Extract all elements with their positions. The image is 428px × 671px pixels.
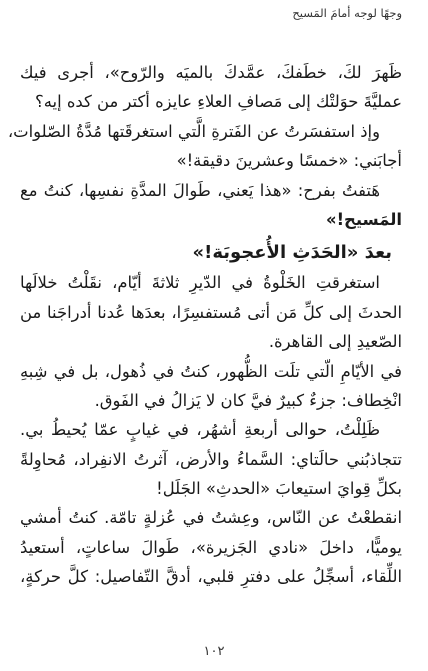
text-line: تتجاذبُني حالَتاي: السَّماءُ والأرض، آثرتُ الانفِراد، مُحاوِلةً <box>20 449 402 469</box>
text-line: في الأيّامِ الّتي تلَت الظُّهور، كنتُ في ذُهول، بل في شِبهِ <box>20 361 402 381</box>
section-heading: بعدَ «الحَدَثِ الأُعجوبَة!» <box>192 242 392 264</box>
paragraph <box>20 176 402 235</box>
text-line: ظَلِلْتُ، حوالى أربعةِ أشهُر، في غيابٍ عمّا يُحيطُ بي. <box>20 420 380 440</box>
paragraph <box>20 415 402 503</box>
text-line: الصّعيدِ إلى القاهرة. <box>268 332 402 352</box>
page-body <box>7 58 402 592</box>
text-line: استغرقتِ الخَلْوةُ في الدّيرِ ثلاثةَ أيّام، نقَلْتُ خلالَها <box>20 273 380 293</box>
paragraph <box>20 268 402 356</box>
paragraph <box>20 357 402 416</box>
text-line: عمليَّةَ حوَلتْك إلى مَصافِ العلاءِ عايزه أكتر من كده إيه؟ <box>35 92 402 112</box>
text-line: اللِّقاء، أسجِّلُ على دفترِ قلبي، أدقَّ التّفاصيل: كلَّ حركةٍ، <box>20 567 402 587</box>
paragraph <box>20 503 402 591</box>
text-line: الحدثَ إلى كلِّ مَن أتى مُستفسِرًا، بعدَها عُدنا أدراجَنا من <box>20 302 402 322</box>
page-number: ١٠٢ <box>203 644 225 659</box>
text-line: بكلِّ قِوايَ استيعابَ «الحدثِ» الجَلَل! <box>156 479 402 499</box>
paragraph <box>20 58 402 117</box>
text-line: يوميًّا، داخلَ «نادي الجَزيرة»، طَوالَ ساعاتٍ، أستعيدُ <box>20 537 402 557</box>
text-line: أجابَني: «خمسًا وعشرينَ دقيقة!» <box>176 151 402 171</box>
running-header: وجهًا لوجه أمامَ المَسيح <box>292 6 402 20</box>
text-line: وإذ استفسَرتُ عن الفَترةِ الَّتي استغرقَتها مُدَّةُ الصّلوات، <box>7 121 380 141</box>
paragraph <box>7 117 402 176</box>
text-line: انقطعْتُ عن النّاس، وعِشتُ في عُزلةٍ تامّة. كنتُ أمشي <box>20 508 402 528</box>
text-line: المَسيح!» <box>325 209 402 229</box>
text-line: انْخِطاف: جزءٌ كبيرٌ فيَّ كان لا يَزالُ في الفَوق. <box>94 390 402 410</box>
text-line: هَتفتُ بفرح: «هذا يَعني، طَوالَ المدَّةِ نفسِها، كنتُ مع <box>20 180 380 200</box>
text-line: ظَهرَ لكَ، خطَفكَ، عمَّدكَ بالميَه والرّوح»، أجرى فيك <box>20 63 402 82</box>
